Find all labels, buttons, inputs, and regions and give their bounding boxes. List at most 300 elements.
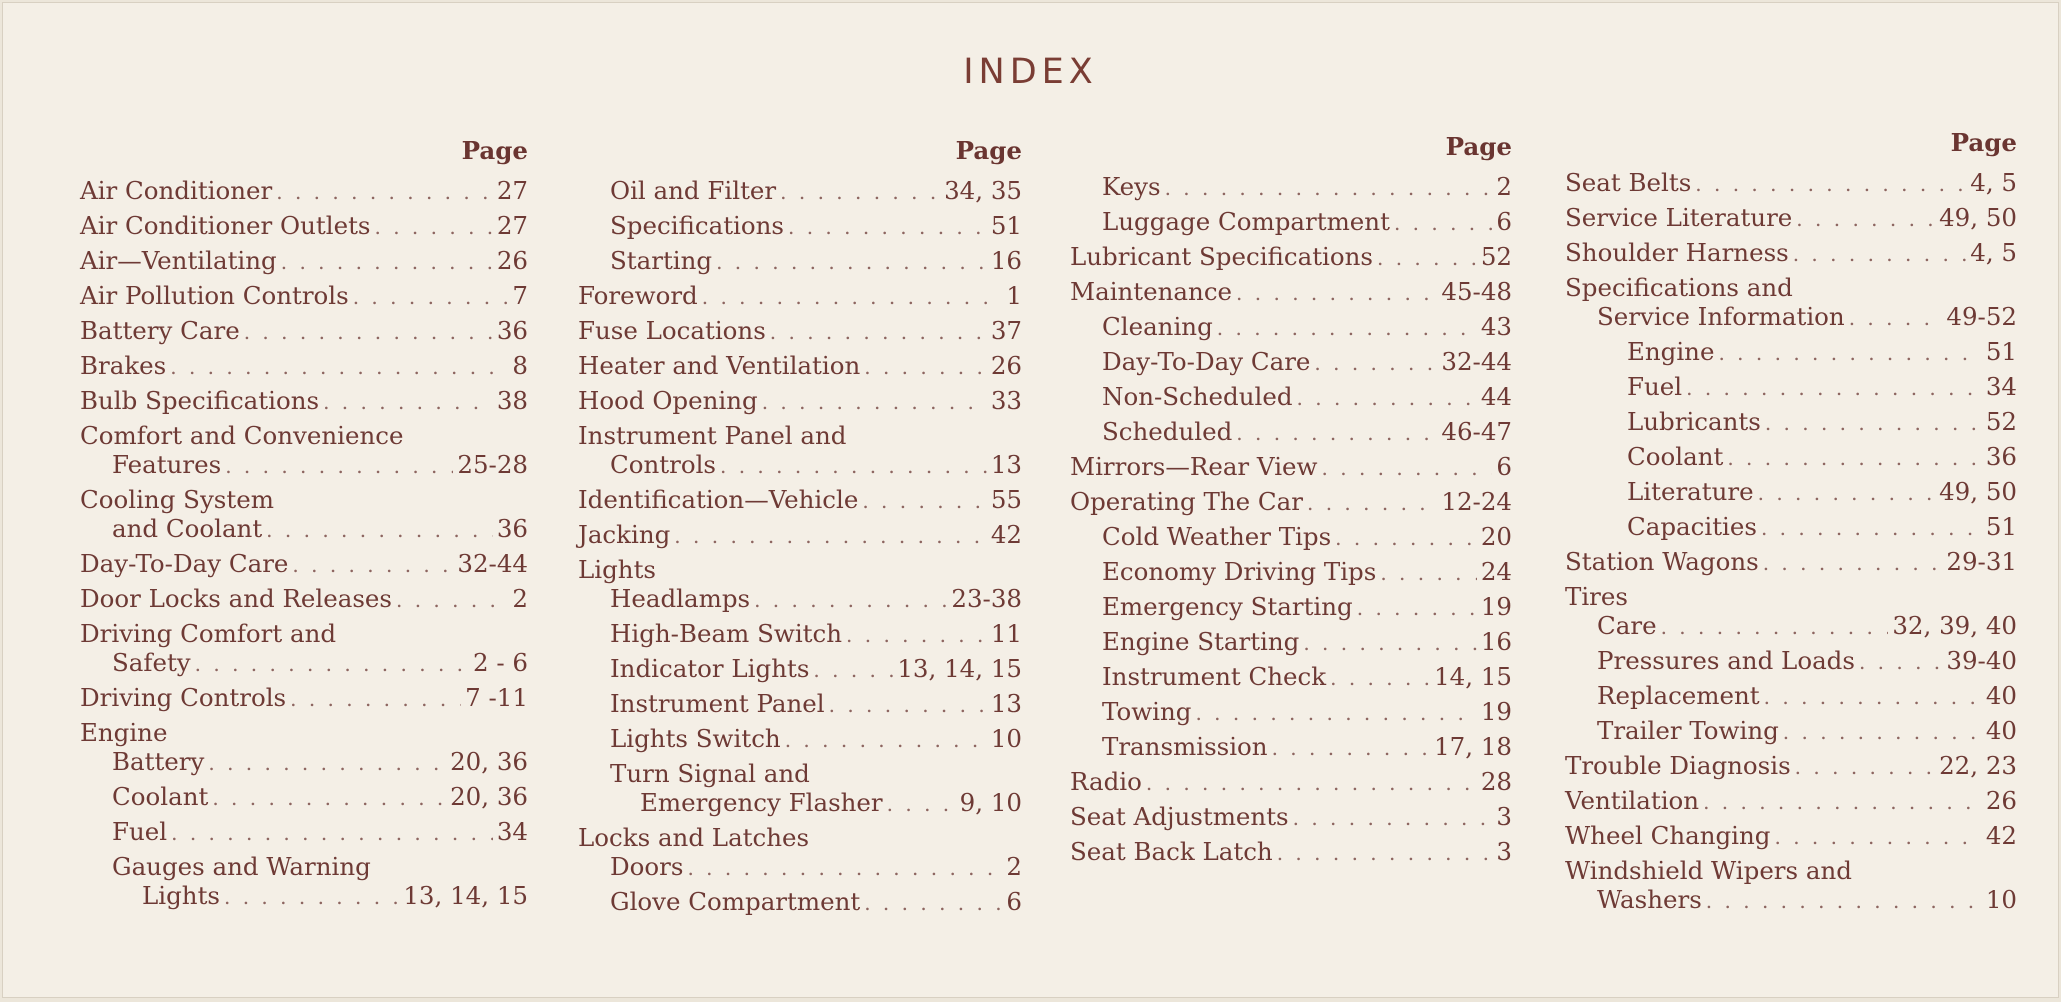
dot-leader [244, 315, 493, 349]
index-entry-label: Air Pollution Controls [80, 281, 349, 310]
dot-leader [762, 385, 987, 419]
dot-leader [702, 280, 1003, 314]
dot-leader [1307, 486, 1437, 520]
index-entry [578, 687, 1022, 722]
dot-leader [281, 245, 493, 279]
dot-leader [1763, 546, 1943, 580]
index-entry-page: 6 [1006, 887, 1022, 916]
dot-leader [1293, 801, 1493, 835]
index-entry [578, 244, 1022, 279]
index-entry-page: 49, 50 [1939, 203, 2017, 232]
index-entry [1565, 370, 2017, 405]
index-entry-label: Ventilation [1565, 786, 1700, 815]
dot-leader [1297, 381, 1477, 415]
index-entry-label: Tires [1565, 582, 1628, 611]
dot-leader [1706, 884, 1982, 918]
index-entry [80, 244, 528, 279]
index-entry [1565, 883, 2017, 918]
index-entry-page: 13, 14, 15 [897, 654, 1022, 683]
page-column-heading: Page [955, 136, 1022, 165]
dot-leader [1761, 511, 1982, 545]
index-entry-label: Engine [1627, 337, 1715, 366]
index-entry [1070, 590, 1512, 625]
index-entry [1565, 201, 2017, 236]
index-entry-page: 26 [1985, 786, 2017, 815]
index-entry-label: Emergency Starting [1102, 592, 1353, 621]
dot-leader [1380, 556, 1477, 590]
index-entry-page: 13, 14, 15 [403, 881, 528, 910]
index-entry-page: 4, 5 [1970, 168, 2017, 197]
index-entry-label: Pressures and Loads [1597, 646, 1855, 675]
index-entry [1565, 819, 2017, 854]
index-entry [80, 547, 528, 582]
index-entry-page: 2 [1006, 852, 1022, 881]
dot-leader [1277, 836, 1493, 870]
index-entry-page: 19 [1480, 697, 1512, 726]
index-entry [1565, 475, 2017, 510]
dot-leader [224, 880, 399, 914]
dot-leader [1795, 750, 1935, 784]
index-entry-label: Keys [1102, 172, 1161, 201]
dot-leader [1703, 785, 1982, 819]
dot-leader [846, 618, 987, 652]
index-entry [578, 483, 1022, 518]
index-entry [1070, 695, 1512, 730]
index-entry-page: 34 [1985, 372, 2017, 401]
index-column-3 [1070, 130, 1512, 870]
index-entry-label: and Coolant [112, 514, 263, 543]
index-entry [578, 885, 1022, 920]
index-entry-label: Battery Care [80, 316, 240, 345]
dot-leader [687, 851, 1002, 885]
dot-leader [208, 746, 446, 780]
dot-leader [754, 583, 947, 617]
index-entry-page: 29-31 [1946, 547, 2017, 576]
index-entry-label: Bulb Specifications [80, 386, 320, 415]
index-entry [80, 716, 528, 745]
index-entry [1565, 440, 2017, 475]
dot-leader [1758, 476, 1935, 510]
index-entry-label: Coolant [112, 782, 209, 811]
dot-leader [813, 653, 893, 687]
index-entry-page: 36 [1985, 442, 2017, 471]
index-entry-label: Locks and Latches [578, 823, 810, 852]
dot-leader [1394, 206, 1492, 240]
index-entry-label: Wheel Changing [1565, 821, 1771, 850]
index-entry-page: 8 [512, 351, 528, 380]
index-entry-label: Cold Weather Tips [1102, 522, 1332, 551]
index-entry [80, 419, 528, 448]
index-entry [1565, 784, 2017, 819]
index-entry-label: Headlamps [610, 584, 751, 613]
index-entry [578, 553, 1022, 582]
index-entry-page: 11 [990, 619, 1022, 648]
index-entry-label: Service Information [1597, 302, 1845, 331]
index-entry-label: Lubricant Specifications [1070, 242, 1373, 271]
index-entry [1565, 300, 2017, 335]
index-entry-label: Scheduled [1102, 417, 1233, 446]
index-entry-label: Heater and Ventilation [578, 351, 861, 380]
index-entry-page: 3 [1496, 802, 1512, 831]
index-entry-label: Engine Starting [1102, 627, 1300, 656]
dot-leader [1727, 441, 1981, 475]
index-entry-page: 42 [990, 520, 1022, 549]
index-entry-label: Care [1597, 611, 1657, 640]
index-entry-label: Foreword [578, 281, 698, 310]
index-entry-page: 51 [1985, 512, 2017, 541]
dot-leader [323, 385, 493, 419]
dot-leader [1793, 237, 1967, 271]
index-entry-label: Driving Comfort and [80, 619, 337, 648]
index-entry-page: 39-40 [1946, 646, 2017, 675]
index-entry-label: Mirrors—Rear View [1070, 452, 1318, 481]
index-entry-page: 6 [1496, 207, 1512, 236]
index-entry-label: Economy Driving Tips [1102, 557, 1377, 586]
dot-leader [788, 210, 987, 244]
index-entry [80, 209, 528, 244]
index-entry [1070, 800, 1512, 835]
index-entry [578, 419, 1022, 448]
index-entry [80, 384, 528, 419]
index-entry-page: 19 [1480, 592, 1512, 621]
index-entry [1070, 205, 1512, 240]
index-entry [1070, 345, 1512, 380]
index-entry-label: Cleaning [1102, 312, 1213, 341]
index-entry-label: Emergency Flasher [640, 788, 883, 817]
index-entry-label: Safety [112, 648, 191, 677]
index-entry-page: 20, 36 [450, 782, 528, 811]
index-entry-page: 25-28 [457, 450, 528, 479]
index-entry-label: High-Beam Switch [610, 619, 843, 648]
index-entry-page: 44 [1480, 382, 1512, 411]
dot-leader [170, 350, 508, 384]
index-entry [578, 821, 1022, 850]
index-entry [80, 512, 528, 547]
index-entry [578, 384, 1022, 419]
dot-leader [1718, 336, 1981, 370]
dot-leader [1765, 406, 1982, 440]
dot-leader [266, 513, 493, 547]
index-entry-label: Seat Belts [1565, 168, 1692, 197]
index-entry-page: 51 [990, 211, 1022, 240]
index-entry-page: 23-38 [951, 584, 1022, 613]
dot-leader [171, 816, 493, 850]
index-entry-label: Luggage Compartment [1102, 207, 1390, 236]
index-entry-label: Glove Compartment [610, 887, 861, 916]
dot-leader [290, 682, 461, 716]
index-entry-label: Specifications [610, 211, 784, 240]
index-entry-label: Features [112, 450, 222, 479]
index-entry-label: Lubricants [1627, 407, 1761, 436]
index-entry-label: Fuel [112, 817, 168, 846]
dot-leader [862, 484, 986, 518]
dot-leader [1272, 731, 1430, 765]
index-entry-label: Air—Ventilating [80, 246, 277, 275]
index-entry-page: 2 [512, 584, 528, 613]
index-entry [578, 209, 1022, 244]
index-entry-label: Turn Signal and [610, 759, 810, 788]
index-entry-label: Doors [610, 852, 684, 881]
index-entry [80, 850, 528, 879]
index-entry [1565, 166, 2017, 201]
index-entry-label: Service Literature [1565, 203, 1793, 232]
index-entry-label: Station Wagons [1565, 547, 1759, 576]
dot-leader [225, 449, 453, 483]
index-entry-label: Towing [1102, 697, 1192, 726]
index-entry-label: Cooling System [80, 485, 274, 514]
index-entry-page: 26 [496, 246, 528, 275]
index-entry [1565, 679, 2017, 714]
index-entry-label: Controls [610, 450, 716, 479]
index-entry-label: Specifications and [1565, 273, 1793, 302]
index-entry-label: Day-To-Day Care [1102, 347, 1311, 376]
index-entry [80, 483, 528, 512]
index-entry-label: Indicator Lights [610, 654, 810, 683]
index-entry-label: Driving Controls [80, 683, 287, 712]
index-entry-page: 28 [1480, 767, 1512, 796]
index-entry [1070, 380, 1512, 415]
dot-leader [770, 315, 987, 349]
index-entry-label: Lights Switch [610, 724, 781, 753]
dot-leader [1783, 715, 1982, 749]
dot-leader [1330, 661, 1430, 695]
index-entry [80, 349, 528, 384]
index-entry-label: Brakes [80, 351, 167, 380]
index-entry-page: 7 -11 [465, 683, 528, 712]
index-entry [1565, 749, 2017, 784]
index-entry [1565, 335, 2017, 370]
index-entry-page: 22, 23 [1939, 751, 2017, 780]
index-entry [578, 448, 1022, 483]
dot-leader [1322, 451, 1493, 485]
dot-leader [396, 583, 508, 617]
index-entry [578, 617, 1022, 652]
index-entry-label: Maintenance [1070, 277, 1233, 306]
index-entry-page: 42 [1985, 821, 2017, 850]
index-entry [1565, 854, 2017, 883]
index-entry [1070, 660, 1512, 695]
index-entry-label: Transmission [1102, 732, 1268, 761]
index-entry-page: 17, 18 [1434, 732, 1512, 761]
dot-leader [1764, 680, 1982, 714]
index-entry [578, 518, 1022, 553]
dot-leader [1314, 346, 1437, 380]
index-entry-page: 14, 15 [1434, 662, 1512, 691]
dot-leader [1165, 171, 1493, 205]
dot-leader [1849, 301, 1943, 335]
index-entry [1565, 609, 2017, 644]
index-entry-page: 9, 10 [959, 788, 1022, 817]
dot-leader [829, 688, 987, 722]
dot-leader [864, 350, 987, 384]
index-entry [578, 582, 1022, 617]
index-entry-page: 13 [990, 689, 1022, 718]
index-entry-page: 40 [1985, 681, 2017, 710]
dot-leader [212, 781, 446, 815]
index-entry-page: 12-24 [1441, 487, 1512, 516]
index-entry-label: Coolant [1627, 442, 1724, 471]
index-entry-label: Instrument Panel [610, 689, 825, 718]
index-entry-label: Instrument Panel and [578, 421, 847, 450]
dot-leader [674, 519, 987, 553]
index-entry [578, 722, 1022, 757]
dot-leader [1774, 820, 1981, 854]
index-entry [1070, 835, 1512, 870]
dot-leader [1217, 311, 1477, 345]
index-entry-page: 6 [1496, 452, 1512, 481]
dot-leader [292, 548, 453, 582]
page-column-heading: Page [461, 136, 528, 165]
index-entry [80, 314, 528, 349]
index-entry-label: Air Conditioner Outlets [80, 211, 371, 240]
index-entry-label: Fuse Locations [578, 316, 766, 345]
index-entry [1565, 714, 2017, 749]
index-entry-page: 3 [1496, 837, 1512, 866]
index-entry-page: 52 [1480, 242, 1512, 271]
index-entry-page: 36 [496, 316, 528, 345]
index-entry-page: 43 [1480, 312, 1512, 341]
index-entry-label: Operating The Car [1070, 487, 1303, 516]
index-entry-page: 27 [496, 211, 528, 240]
index-entry [1565, 271, 2017, 300]
index-entry-label: Trailer Towing [1597, 716, 1779, 745]
dot-leader [1146, 766, 1477, 800]
dot-leader [864, 886, 1002, 920]
index-entry [1070, 170, 1512, 205]
dot-leader [195, 647, 469, 681]
dot-leader [1661, 610, 1889, 644]
index-entry-label: Gauges and Warning [112, 852, 371, 881]
index-entry-page: 24 [1480, 557, 1512, 586]
index-entry-label: Replacement [1597, 681, 1760, 710]
index-entry-label: Trouble Diagnosis [1565, 751, 1791, 780]
index-entry-page: 38 [496, 386, 528, 415]
index-entry-page: 36 [496, 514, 528, 543]
index-entry-label: Door Locks and Releases [80, 584, 392, 613]
index-entry-page: 20, 36 [450, 747, 528, 776]
index-entry-label: Air Conditioner [80, 176, 273, 205]
index-entry-page: 26 [990, 351, 1022, 380]
index-entry [80, 681, 528, 716]
dot-leader [276, 175, 493, 209]
dot-leader [375, 210, 493, 244]
index-entry-label: Jacking [578, 520, 671, 549]
index-entry-page: 7 [512, 281, 528, 310]
index-entry [1070, 310, 1512, 345]
index-entry [1565, 236, 2017, 271]
index-entry-label: Lights [578, 555, 656, 584]
index-entry-page: 10 [990, 724, 1022, 753]
index-entry-page: 13 [990, 450, 1022, 479]
index-entry-label: Radio [1070, 767, 1142, 796]
index-entry-page: 32-44 [1441, 347, 1512, 376]
index-entry-page: 34, 35 [944, 176, 1022, 205]
index-entry-label: Literature [1627, 477, 1754, 506]
index-entry [80, 448, 528, 483]
dot-leader [1695, 167, 1966, 201]
index-entry [80, 279, 528, 314]
index-entry-page: 33 [990, 386, 1022, 415]
index-entry [578, 314, 1022, 349]
index-entry-page: 45-48 [1441, 277, 1512, 306]
dot-leader [1859, 645, 1942, 679]
index-entry-page: 32-44 [457, 549, 528, 578]
index-entry-label: Lights [142, 881, 220, 910]
index-entry-page: 4, 5 [1970, 238, 2017, 267]
index-entry [80, 745, 528, 780]
index-entry [578, 279, 1022, 314]
index-entry-label: Comfort and Convenience [80, 421, 404, 450]
index-entry-label: Day-To-Day Care [80, 549, 289, 578]
index-entry [1070, 625, 1512, 660]
index-column-1 [80, 134, 528, 914]
index-entry-page: 40 [1985, 716, 2017, 745]
index-entry [80, 582, 528, 617]
dot-leader [1377, 241, 1477, 275]
dot-leader [720, 449, 987, 483]
index-entry-label: Engine [80, 718, 168, 747]
index-entry-page: 52 [1985, 407, 2017, 436]
index-entry-label: Identification—Vehicle [578, 485, 859, 514]
index-entry-page: 2 [1496, 172, 1512, 201]
index-entry [578, 850, 1022, 885]
index-entry [80, 780, 528, 815]
index-entry-label: Hood Opening [578, 386, 758, 415]
dot-leader [780, 175, 940, 209]
index-entry-label: Fuel [1627, 372, 1683, 401]
dot-leader [1686, 371, 1982, 405]
dot-leader [1357, 591, 1477, 625]
dot-leader [887, 787, 956, 821]
index-entry-page: 2 - 6 [472, 648, 528, 677]
index-entry [80, 646, 528, 681]
index-entry-page: 16 [990, 246, 1022, 275]
index-entry [80, 815, 528, 850]
index-page [2, 2, 2059, 998]
index-entry [578, 174, 1022, 209]
dot-leader [785, 723, 987, 757]
index-entry [1565, 510, 2017, 545]
index-entry [1565, 580, 2017, 609]
index-entry [1070, 450, 1512, 485]
index-entry-page: 27 [496, 176, 528, 205]
index-entry [80, 879, 528, 914]
index-entry-label: Non-Scheduled [1102, 382, 1293, 411]
page-title: INDEX [963, 52, 1098, 92]
dot-leader [1303, 626, 1476, 660]
index-entry-page: 49, 50 [1939, 477, 2017, 506]
index-entry-page: 1 [1006, 281, 1022, 310]
index-entry [1070, 765, 1512, 800]
index-entry-page: 37 [990, 316, 1022, 345]
dot-leader [1796, 202, 1935, 236]
index-entry [578, 786, 1022, 821]
index-entry-page: 20 [1480, 522, 1512, 551]
dot-leader [716, 245, 987, 279]
index-entry [1565, 644, 2017, 679]
index-entry-page: 46-47 [1441, 417, 1512, 446]
index-entry [1070, 485, 1512, 520]
page-column-heading: Page [1950, 128, 2017, 157]
index-entry-page: 10 [1985, 885, 2017, 914]
dot-leader [1195, 696, 1476, 730]
index-entry [1070, 730, 1512, 765]
index-entry-label: Capacities [1627, 512, 1757, 541]
index-entry [1565, 405, 2017, 440]
index-column-4 [1565, 126, 2017, 918]
index-entry-label: Battery [112, 747, 205, 776]
dot-leader [1335, 521, 1477, 555]
